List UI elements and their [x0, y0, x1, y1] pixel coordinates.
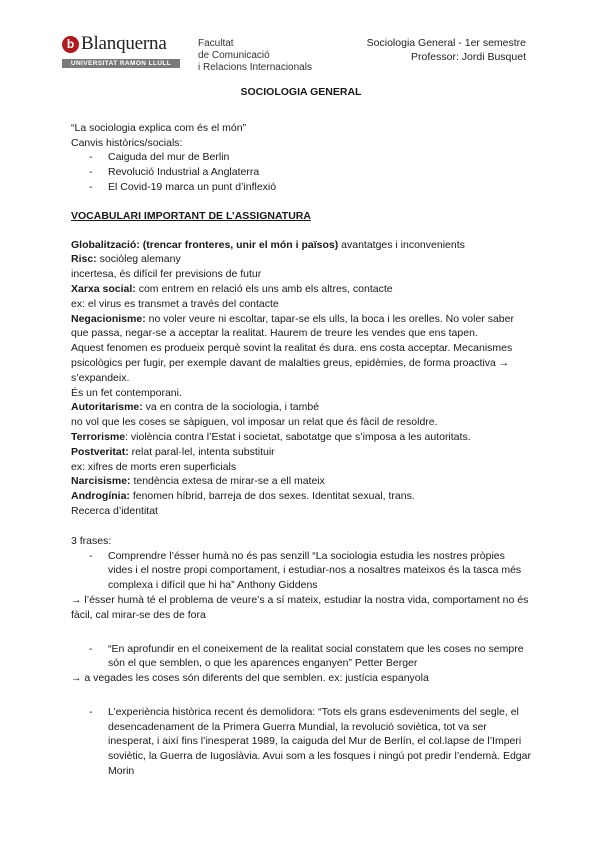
intro-label: Canvis històrics/socials: — [71, 136, 183, 149]
vocab-entry — [71, 474, 531, 489]
quote-item: - “En aprofundir en el coneixement de la realitat social constatem que les coses no sempre són el que semblen, o que les aparences enganyen” Petter Berger — [71, 642, 531, 672]
vocab-entry — [71, 282, 531, 297]
vocab-entry — [71, 489, 531, 504]
vocab-entry — [71, 386, 531, 401]
frases-label: 3 frases: — [71, 534, 112, 547]
intro-quote: “La sociologia explica com és el món” — [71, 121, 247, 134]
quote-list-2 — [71, 642, 531, 672]
course-name: Sociologia General - 1er semestre — [366, 37, 526, 49]
university-label: UNIVERSITAT RAMON LLULL — [62, 59, 180, 68]
vocab-term: Risc: — [71, 253, 97, 266]
professor-name: Professor: Jordi Busquet — [411, 50, 526, 63]
vocab-text: ex: el virus es transmet a través del contacte — [71, 297, 279, 310]
vocab-entry — [71, 445, 531, 460]
vocab-text: va en contra de la sociologia, i també — [142, 401, 320, 414]
faculty-line: Facultat — [198, 38, 234, 49]
logo-wordmark: Blanquerna — [81, 33, 167, 54]
vocab-text: Recerca d’identitat — [71, 504, 158, 517]
vocab-entry — [71, 430, 531, 445]
vocab-entry — [71, 267, 531, 282]
vocab-entry — [71, 504, 531, 519]
vocab-entry — [71, 400, 531, 415]
logo-mark-icon: b — [62, 36, 79, 53]
vocab-text: avantatges i inconvenients — [338, 238, 465, 251]
vocab-text: relat paral·lel, intenta substituir — [128, 445, 275, 458]
quote-list-1 — [71, 549, 531, 593]
vocab-term: Autoritarisme: — [71, 401, 143, 414]
vocab-entry — [71, 341, 531, 385]
section-heading: VOCABULARI IMPORTANT DE L’ASSIGNATURA — [71, 209, 311, 222]
page-title: SOCIOLOGIA GENERAL — [240, 86, 362, 98]
vocab-text: sociòleg alemany — [96, 253, 181, 266]
vocab-entry — [71, 252, 531, 267]
vocab-text: Aquest fenomen es produeix perquè sovint la realitat és dura. ens costa acceptar. Mecanismes psicològics per fugir, per exemple davant de malalties greus, epidèmies, de forma proactiva → s’expandeix. — [71, 342, 513, 384]
vocab-text: no vol que les coses se sàpiguen, vol imposar un relat que és fàcil de resoldre. — [71, 416, 438, 429]
vocab-term: Postveritat: — [71, 445, 129, 458]
vocab-term: Xarxa social: — [71, 282, 136, 295]
document-body — [71, 85, 531, 779]
quote-list-3 — [71, 705, 531, 779]
vocab-entry — [71, 415, 531, 430]
vocab-text: És un fet contemporani. — [71, 386, 182, 399]
quote-note: → a vegades les coses són diferents del que semblen. ex: justícia espanyola — [71, 672, 429, 685]
vocab-text: fenomen híbrid, barreja de dos sexes. Identitat sexual, trans. — [129, 490, 415, 503]
vocab-text: com entrem en relació els uns amb els altres, contacte — [135, 282, 393, 295]
changes-list — [71, 150, 531, 194]
faculty-line: i Relacions Internacionals — [198, 62, 312, 73]
vocab-term: Androgínia: — [71, 490, 130, 503]
quote-item: - L’experiència històrica recent és demolidora: “Tots els grans esdeveniments del segle, el desencadenament de la Primera Guerra Mundial, la revolució soviètica, tot va ser inesperat, i així fins l’inesperat 1989, la caiguda del Mur de Berlín, el col.lapse de l’Imperi soviètic, la Guerra de Iugoslàvia. Avui som a les fosques i ningú pot predir l’endemà. Edgar Morin — [71, 705, 531, 779]
course-info — [367, 37, 526, 64]
vocab-text: ex: xifres de morts eren superficials — [71, 460, 237, 473]
vocab-text: tendència extesa de mirar-se a ell mateix — [130, 475, 325, 488]
faculty-line: de Comunicació — [198, 50, 270, 61]
vocab-entry — [71, 312, 531, 342]
vocab-term: Terrorisme — [71, 430, 126, 443]
vocab-text: incertesa, és difícil fer previsions de futur — [71, 268, 262, 281]
vocab-term: Globalització: (trencar fronteres, unir el món i països) — [71, 238, 339, 251]
vocab-term: Narcisisme: — [71, 475, 131, 488]
vocab-text: no voler veure ni escoltar, tapar-se els ulls, la boca i les orelles. No voler saber que passa, negar-se a acceptar la realitat. Haurem de treure les vendes que ens tapen. — [71, 312, 514, 340]
faculty-name — [198, 38, 312, 74]
vocab-term: Negacionisme: — [71, 312, 146, 325]
quote-note: → l’ésser humà té el problema de veure’s a sí mateix, estudiar la nostra vida, comportament no és fàcil, cal mirar-se des de fora — [71, 593, 529, 621]
vocabulary-list — [71, 238, 531, 519]
vocab-entry — [71, 238, 531, 253]
quote-item: - Comprendre l’ésser humà no és pas senzill “La sociologia estudia les nostres pròpies vides i el nostre propi comportament, i estudiar-nos a nosaltres mateixos és la tasca més complexa i difícil que hi ha” Anthony Giddens — [71, 549, 531, 593]
list-item: - Revolució Industrial a Anglaterra — [71, 165, 531, 180]
vocab-entry — [71, 460, 531, 475]
vocab-text: : violència contra l’Estat i societat, sabotatge que s’imposa a les autoritats. — [125, 430, 471, 443]
blanquerna-logo — [62, 33, 180, 68]
list-item: - Caiguda del mur de Berlin — [71, 150, 531, 165]
list-item: - El Covid-19 marca un punt d’inflexió — [71, 180, 531, 195]
vocab-entry — [71, 297, 531, 312]
